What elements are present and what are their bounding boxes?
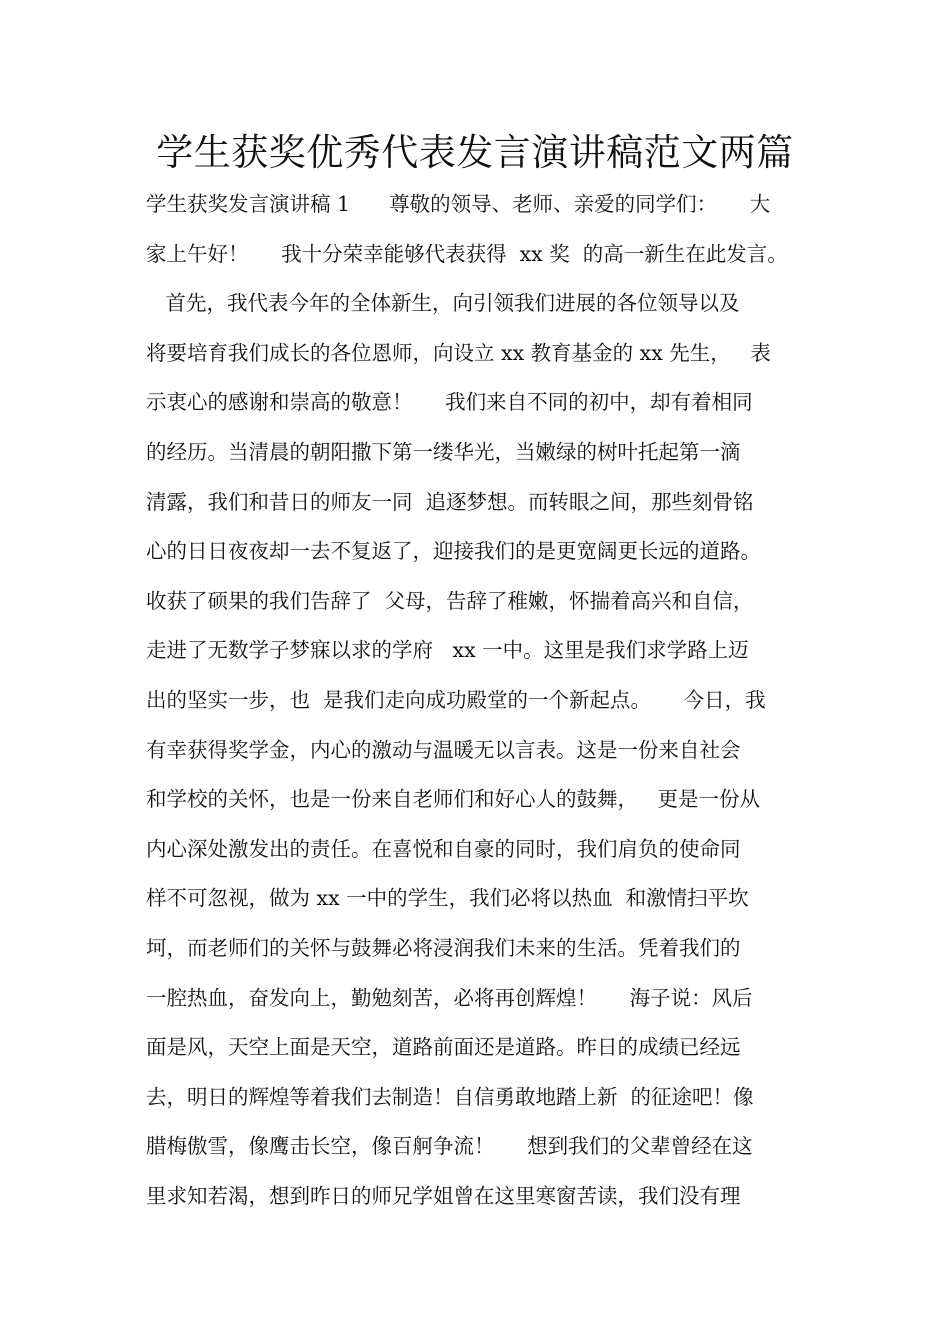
body-line: 坷，而老师们的关怀与鼓舞必将浸润我们未来的生活。凭着我们的 (146, 935, 741, 960)
body-line: 一腔热血，奋发向上，勤勉刻苦，必将再创辉煌！ 海子说：风后 (146, 985, 753, 1010)
body-line: 家上午好！ 我十分荣幸能够代表获得 xx 奖 的高一新生在此发言。 (146, 241, 788, 266)
body-line: 学生获奖发言演讲稿 1 尊敬的领导、老师、亲爱的同学们： 大 (146, 192, 771, 216)
body-line: 的经历。当清晨的朝阳撒下第一缕华光，当嫩绿的树叶托起第一滴 (146, 439, 741, 464)
body-line: 示衷心的感谢和崇高的敬意！ 我们来自不同的初中，却有着相同 (146, 390, 753, 415)
body-line: 心的日日夜夜却一去不复返了，迎接我们的是更宽阔更长远的道路。 (146, 539, 761, 564)
body-line: 收获了硕果的我们告辞了 父母，告辞了稚嫩，怀揣着高兴和自信， (146, 588, 754, 613)
body-line: 清露，我们和昔日的师友一同 追逐梦想。而转眼之间，那些刻骨铭 (146, 489, 754, 514)
body-line: 和学校的关怀，也是一份来自老师们和好心人的鼓舞， 更是一份从 (146, 787, 761, 812)
document-body (146, 180, 836, 1221)
body-line: 出的坚实一步，也 是我们走向成功殿堂的一个新起点。 今日，我 (146, 687, 766, 712)
document-title: 学生获奖优秀代表发言演讲稿范文两篇 (156, 131, 794, 174)
body-line: 腊梅傲雪，像鹰击长空，像百舸争流！ 想到我们的父辈曾经在这 (146, 1134, 753, 1159)
body-line: 里求知若渴，想到昨日的师兄学姐曾在这里寒窗苦读，我们没有理 (146, 1183, 741, 1208)
body-line: 去，明日的辉煌等着我们去制造！自信勇敢地踏上新 的征途吧！像 (146, 1084, 754, 1109)
body-line: 内心深处激发出的责任。在喜悦和自豪的同时，我们肩负的使命同 (146, 836, 741, 861)
body-line: 走进了无数学子梦寐以求的学府 xx 一中。这里是我们求学路上迈 (146, 638, 749, 663)
body-line: 将要培育我们成长的各位恩师，向设立 xx 教育基金的 xx 先生， 表 (146, 340, 771, 365)
body-line: 有幸获得奖学金，内心的激动与温暖无以言表。这是一份来自社会 (146, 737, 741, 762)
body-line: 样不可忽视，做为 xx 一中的学生，我们必将以热血 和激情扫平坎 (146, 886, 749, 911)
body-line: 面是风，天空上面是天空，道路前面还是道路。昨日的成绩已经远 (146, 1035, 741, 1060)
body-line: 首先，我代表今年的全体新生，向引领我们进展的各位领导以及 (146, 291, 740, 316)
